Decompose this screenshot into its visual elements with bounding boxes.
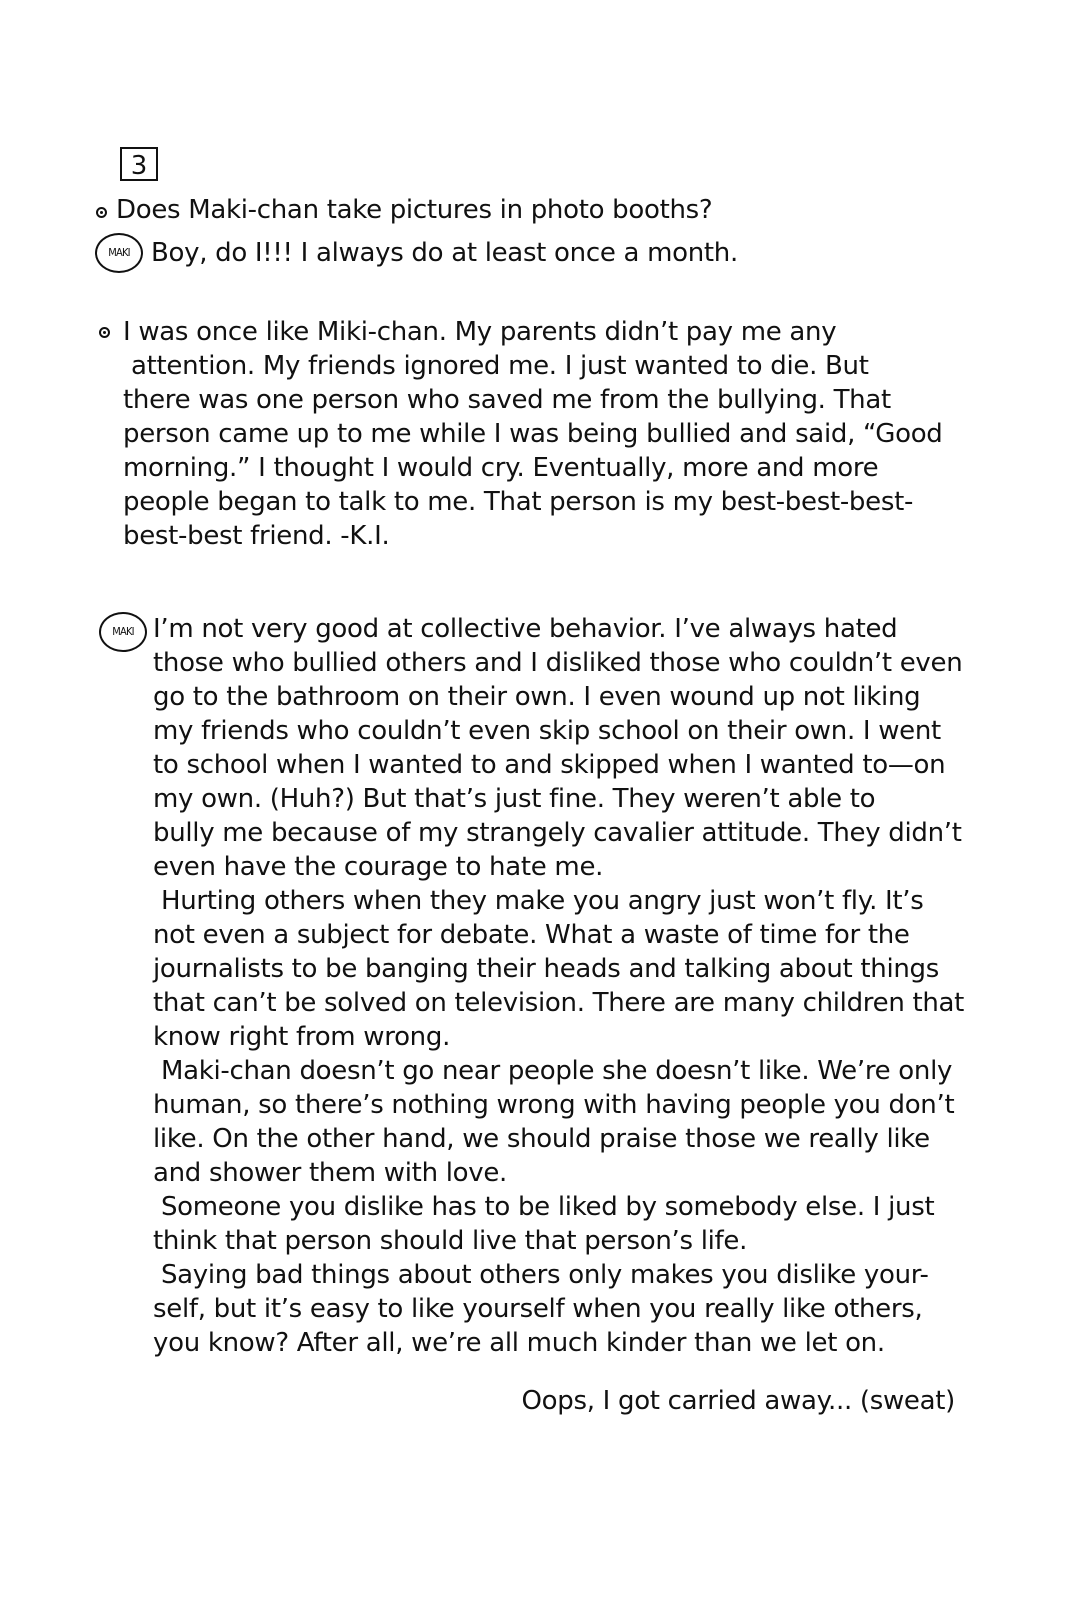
reply-line: to school when I wanted to and skipped when I wanted to—on [153, 750, 946, 780]
reply-line: my friends who couldn’t even skip school on their own. I went [153, 716, 941, 746]
letter-line: person came up to me while I was being bullied and said, “Good [123, 419, 943, 449]
maki-badge-icon: MAKI [95, 233, 143, 273]
answer-1: Boy, do I!!! I always do at least once a month. [151, 238, 738, 268]
reader-letter [123, 315, 943, 553]
letter-bullet-icon [99, 327, 110, 338]
reply-line: Hurting others when they make you angry just won’t fly. It’s [153, 886, 924, 916]
letter-line: attention. My friends ignored me. I just wanted to die. But [131, 351, 869, 381]
letter-line: I was once like Miki-chan. My parents didn’t pay me any [123, 317, 837, 347]
question-bullet-icon [96, 207, 107, 218]
reply-line: bully me because of my strangely cavalier attitude. They didn’t [153, 818, 962, 848]
letter-line: there was one person who saved me from the bullying. That [123, 385, 891, 415]
reply-line: you know? After all, we’re all much kinder than we let on. [153, 1328, 885, 1358]
reply-line: human, so there’s nothing wrong with having people you don’t [153, 1090, 955, 1120]
reply-line: journalists to be banging their heads and talking about things [153, 954, 940, 984]
reply-line: think that person should live that person’s life. [153, 1226, 748, 1256]
reply-line: Saying bad things about others only makes you dislike your- [153, 1260, 929, 1290]
letter-line: morning.” I thought I would cry. Eventually, more and more [123, 453, 879, 483]
letter-line: best-best friend. -K.I. [123, 521, 390, 551]
reply-line: self, but it’s easy to like yourself when you really like others, [153, 1294, 923, 1324]
reply-line: go to the bathroom on their own. I even wound up not liking [153, 682, 921, 712]
reply-line: my own. (Huh?) But that’s just fine. They weren’t able to [153, 784, 876, 814]
reply-line: and shower them with love. [153, 1158, 507, 1188]
letter-line: people began to talk to me. That person is my best-best-best- [123, 487, 914, 517]
reply-line: know right from wrong. [153, 1022, 451, 1052]
maki-reply [153, 612, 964, 1360]
signoff-text: Oops, I got carried away... (sweat) [521, 1386, 955, 1416]
reply-line: even have the courage to hate me. [153, 852, 604, 882]
reply-line: not even a subject for debate. What a waste of time for the [153, 920, 910, 950]
page-number-box: 3 [120, 147, 158, 181]
question-1: Does Maki-chan take pictures in photo booths? [116, 195, 713, 225]
reply-line: Maki-chan doesn’t go near people she doesn’t like. We’re only [153, 1056, 953, 1086]
maki-badge-icon: MAKI [99, 612, 147, 652]
reply-line: Someone you dislike has to be liked by somebody else. I just [153, 1192, 935, 1222]
reply-line: I’m not very good at collective behavior. I’ve always hated [153, 614, 898, 644]
reply-line: that can’t be solved on television. There are many children that [153, 988, 965, 1018]
reply-line: like. On the other hand, we should praise those we really like [153, 1124, 930, 1154]
reply-line: those who bullied others and I disliked those who couldn’t even [153, 648, 963, 678]
